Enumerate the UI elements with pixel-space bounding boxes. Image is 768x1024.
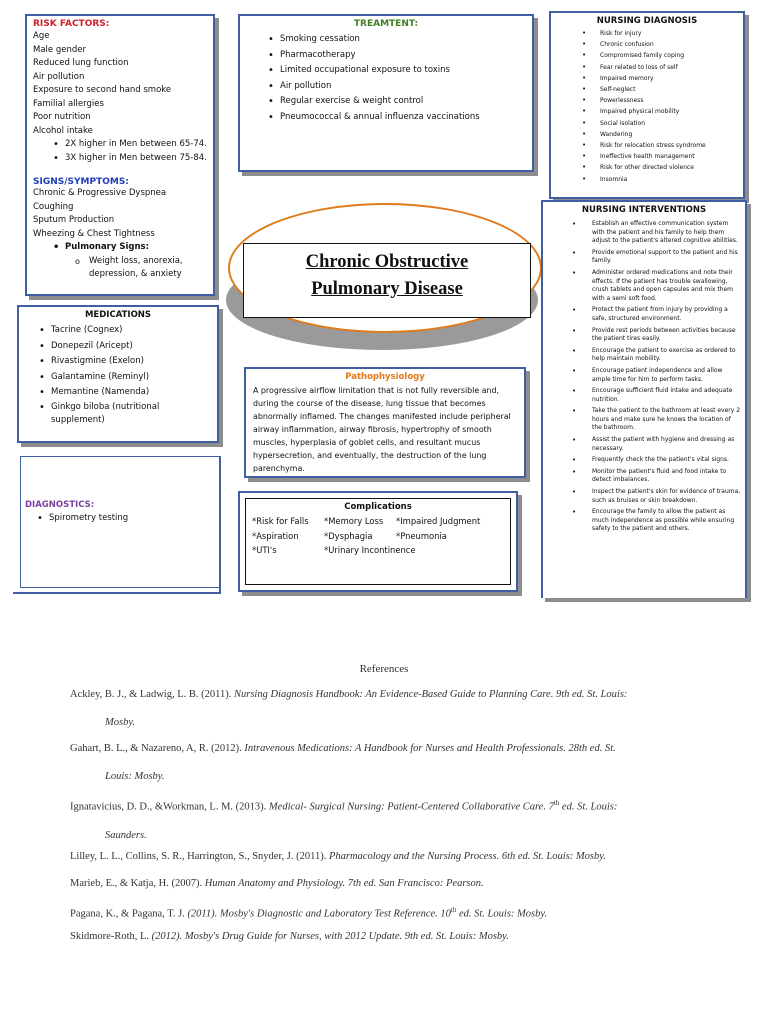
list-item: Sputum Production [33, 215, 115, 225]
ref-authors: Gahart, B. L., & Nazareno, A, R. (2012). [70, 743, 245, 754]
pathophysiology-panel [244, 367, 526, 478]
list-item: • Administer ordered medications and note their effects. If the patient has trouble swallowing, crush tablets and open capsules and mix them with a semi soft food. [547, 269, 741, 303]
signs-title: SIGNS/SYMPTOMS: [33, 177, 129, 187]
title-box [243, 243, 531, 318]
ref-publisher: Louis: Mosby. [105, 771, 165, 782]
list-item: • Air pollution [262, 79, 524, 95]
list-item: • Limited occupational exposure to toxins [262, 63, 524, 79]
list-item: • Monitor the patient's fluid and food intake to detect imbalances. [547, 468, 741, 485]
list-item: • Take the patient to the bathroom at least every 2 hours and make sure he knows the location of the bathroom. [547, 407, 741, 433]
nursing-interventions-panel [541, 200, 747, 598]
list-item: • Establish an effective communication system with the patient and his family to help them adjust to the patient's altered cognitive abilities. [547, 220, 741, 246]
treatment-panel [238, 14, 534, 172]
medications-title: MEDICATIONS [84, 310, 152, 320]
ref-superscript: th [450, 906, 457, 914]
list-item: Reduced lung function [33, 58, 129, 68]
ref-authors: Marieb, E., & Katja, H. (2007). [70, 878, 205, 889]
list-item: Male gender [33, 44, 86, 55]
reference-entry [70, 850, 710, 864]
medications-panel [17, 305, 219, 443]
list-item: *Pneumonia [396, 530, 447, 541]
list-item: • Rivastigmine (Exelon) [33, 354, 211, 370]
reference-entry [70, 930, 710, 944]
risk-factors-panel [25, 14, 215, 296]
nursing-interventions-title: NURSING INTERVENTIONS [581, 205, 707, 215]
ref-title: (2012). Mosby's Drug Guide for Nurses, with 2012 Update. 9th ed. St. Louis: Mosby. [151, 931, 509, 942]
list-item: Wheezing & Chest Tightness [33, 228, 155, 239]
reference-entry [70, 796, 710, 843]
list-item-cont: depression, & anxiety [89, 269, 182, 279]
list-item: • Impaired physical mobility [555, 106, 739, 117]
complications-grid [252, 514, 504, 558]
list-item: *Aspiration [252, 530, 299, 541]
ref-title: Human Anatomy and Physiology. 7th ed. San Francisco: Pearson. [204, 878, 484, 889]
list-item: • Provide emotional support to the patient and his family. [547, 249, 741, 266]
risk-factors-list [33, 30, 207, 138]
pulmonary-label: Pulmonary Signs: [65, 242, 149, 252]
list-item: • Spirometry testing [31, 512, 211, 526]
signs-list [33, 187, 207, 241]
list-item: • Donepezil (Aricept) [33, 339, 211, 355]
reference-entry [70, 877, 710, 891]
pathophysiology-text: A progressive airflow limitation that is not fully reversible and, during the course of the disease, lung tissue that becomes abnormally inflamed. The changes manifested include peripheral airway inflammation, airway fibrosis, hypertrophy of smooth muscles, hyperplasia of goblet cells, and resultant mucus hypersecretion, and eventually, the destruction of the lung parenchyma. [253, 386, 511, 473]
ref-authors: Lilley, L. L., Collins, S. R., Harrington, S., Snyder, J. (2011). [70, 851, 329, 862]
nursing-diagnosis-panel [549, 11, 745, 199]
list-item: Familial allergies [33, 98, 104, 109]
diagnostics-inner-border [20, 456, 221, 588]
ref-title: (2011). Mosby's Diagnostic and Laboratory Test Reference. 10 [187, 908, 451, 920]
references-title: References [359, 663, 409, 675]
ref-edition: ed. St. Louis: [559, 801, 618, 813]
list-item: *Urinary Incontinence [324, 545, 416, 555]
list-item: Chronic & Progressive Dyspnea [33, 188, 167, 198]
ref-title: Pharmacology and the Nursing Process. 6th ed. St. Louis: Mosby. [328, 851, 606, 862]
list-item: • Risk for other directed violence [555, 162, 739, 173]
list-item: • Insomnia [555, 174, 739, 185]
reference-entry [70, 742, 710, 784]
ref-authors: Skidmore-Roth, L. [70, 931, 152, 942]
list-item: • 2X higher in Men between 65-74. [47, 138, 207, 152]
risk-factors-title: RISK FACTORS: [33, 19, 110, 29]
list-item [47, 241, 207, 255]
list-item: • Assist the patient with hygiene and dressing as necessary. [547, 436, 741, 453]
list-item: • Regular exercise & weight control [262, 94, 524, 110]
ref-authors: Ignatavicius, D. D., &Workman, L. M. (2013). [70, 801, 269, 813]
pulmonary-sub-list [33, 255, 207, 282]
complications-inner [245, 498, 511, 585]
list-item: *Impaired Judgment [396, 516, 481, 526]
ref-title: Medical- Surgical Nursing: Patient-Centered Collaborative Care. 7 [268, 801, 554, 813]
list-item: Age [33, 31, 50, 41]
diagnostics-title: DIAGNOSTICS: [25, 500, 95, 510]
ref-publisher: Saunders. [105, 829, 147, 841]
list-item: • Galantamine (Reminyl) [33, 370, 211, 386]
alcohol-sub-list [33, 138, 207, 165]
nursing-diagnosis-title: NURSING DIAGNOSIS [596, 16, 698, 26]
list-item: • Chronic confusion [555, 39, 739, 50]
ref-authors: Ackley, B. J., & Ladwig, L. B. (2011). [70, 689, 234, 700]
ref-title: Nursing Diagnosis Handbook: An Evidence-Based Guide to Planning Care. 9th ed. St. Louis: [234, 689, 628, 700]
complications-col3 [396, 514, 480, 558]
complications-title: Complications [344, 502, 412, 512]
treatment-list [248, 32, 524, 125]
list-item: • Risk for injury [555, 28, 739, 39]
list-item: *Risk for Falls [252, 516, 309, 526]
reference-entry [70, 688, 710, 730]
complications-col2 [324, 514, 416, 558]
list-item: • Encourage sufficient fluid intake and adequate nutrition. [547, 387, 741, 404]
medications-list [25, 323, 211, 427]
page-title-line2: Pulmonary Disease [311, 279, 463, 299]
list-item: • Protect the patient from injury by providing a safe, structured environment. [547, 306, 741, 323]
list-item: • Tacrine (Cognex) [33, 323, 211, 339]
list-item: *Dysphagia [324, 530, 373, 541]
list-item: • Ginkgo biloba (nutritional supplement) [33, 401, 211, 427]
ref-title: Intravenous Medications: A Handbook for Nurses and Health Professionals. 28th ed. St. [244, 743, 616, 754]
nursing-interventions-list [547, 220, 741, 534]
list-item: Exposure to second hand smoke [33, 85, 172, 95]
list-item: • Self-neglect [555, 84, 739, 95]
reference-entry [70, 903, 710, 922]
list-item: • Pneumococcal & annual influenza vaccinations [262, 110, 524, 126]
list-item: • Ineffective health management [555, 151, 739, 162]
complications-col1 [252, 514, 324, 558]
list-item: • 3X higher in Men between 75-84. [47, 152, 207, 166]
pulmonary-signs [33, 241, 207, 255]
list-item: o Weight loss, anorexia, [73, 255, 207, 269]
treatment-title: TREAMTENT: [353, 19, 419, 29]
list-item: • Frequently check the the patient's vital signs. [547, 456, 741, 465]
list-item: Air pollution [33, 71, 85, 82]
ref-edition: ed. St. Louis: Mosby. [456, 908, 548, 920]
list-item: • Fear related to loss of self [555, 62, 739, 73]
ref-superscript: th [553, 799, 560, 807]
list-item: *UTI's [252, 545, 277, 555]
ref-authors: Pagana, K., & Pagana, T. J. [70, 908, 188, 920]
list-item: • Encourage the family to allow the patient as much independence as possible while ensuring safety to the patient and others. [547, 508, 741, 534]
list-item: • Impaired memory [555, 73, 739, 84]
list-item: • Inspect the patient's skin for evidence of trauma, such as bruises or skin breakdown. [547, 488, 741, 505]
pathophysiology-title: Pathophysiology [345, 372, 425, 382]
list-item: • Social isolation [555, 118, 739, 129]
page-title-line1: Chronic Obstructive [305, 252, 469, 272]
list-item: Poor nutrition [33, 112, 91, 122]
list-item: • Smoking cessation [262, 32, 524, 48]
list-item: *Memory Loss [324, 516, 384, 526]
list-item: • Encourage the patient to exercise as ordered to help maintain mobility. [547, 347, 741, 364]
list-item: • Risk for relocation stress syndrome [555, 140, 739, 151]
list-item: • Compromised family coping [555, 50, 739, 61]
list-item: • Pharmacotherapy [262, 48, 524, 64]
list-item: • Provide rest periods between activities because the patient tires easily. [547, 327, 741, 344]
ref-publisher: Mosby. [105, 717, 136, 728]
list-item: • Memantine (Namenda) [33, 385, 211, 401]
list-item: • Encourage patient independence and allow ample time for him to perform tasks. [547, 367, 741, 384]
list-item: Alcohol intake [33, 125, 93, 136]
nursing-diagnosis-list [555, 28, 739, 185]
list-item: • Powerlessness [555, 95, 739, 106]
list-item: Coughing [33, 201, 74, 212]
complications-panel [238, 491, 518, 592]
list-item: • Wandering [555, 129, 739, 140]
